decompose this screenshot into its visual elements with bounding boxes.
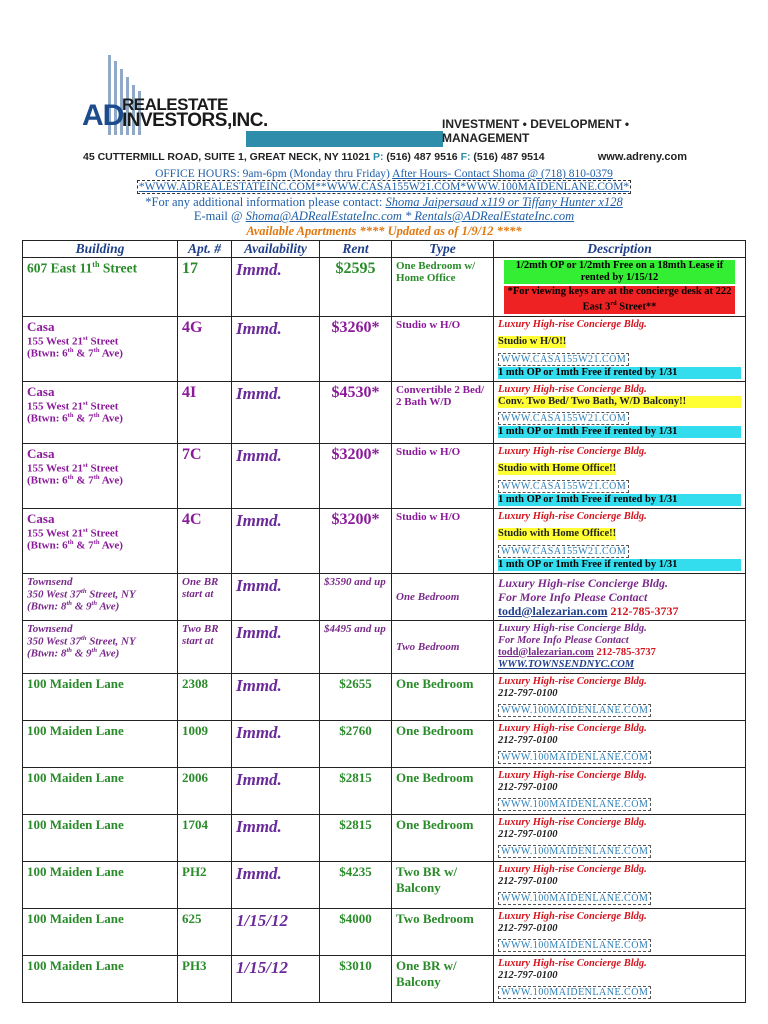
cell-rent: $2655 [320,673,392,720]
table-row [23,258,746,317]
cell-type: Convertible 2 Bed/ 2 Bath W/D [392,381,494,443]
cell-description: Luxury High-rise Concierge Bldg. 212-797-0100 WWW.100MAIDENLANE.COM [494,814,746,861]
cell-apt: 4G [178,316,232,381]
logo-ad: AD [82,99,124,132]
logo-investors: INVESTORS,INC. [122,110,268,131]
cell-type: Two BR w/ Balcony [392,861,494,908]
cell-apt: 7C [178,443,232,508]
cell-rent: $2760 [320,720,392,767]
cell-apt: 1704 [178,814,232,861]
cell-type: Two Bedroom [392,908,494,955]
cell-type: One Bedroom [392,814,494,861]
table-header-row [23,241,746,258]
cell-description: Luxury High-rise Concierge Bldg. Conv. Two Bed/ Two Bath, W/D Balcony!! WWW.CASA155W21.COM 1 mth OP or 1mth Free if rented by 1/31 [494,381,746,443]
cell-description: Luxury High-rise Concierge Bldg. 212-797-0100 WWW.100MAIDENLANE.COM [494,720,746,767]
cell-building: 100 Maiden Lane [23,720,178,767]
tagline: INVESTMENT • DEVELOPMENT • MANAGEMENT [442,117,630,145]
cell-apt: PH3 [178,955,232,1002]
logo-realestate: REALESTATE [122,95,228,114]
col-availability: Availability [232,241,320,258]
cell-description: Luxury High-rise Concierge Bldg. 212-797-0100 WWW.100MAIDENLANE.COM [494,767,746,814]
cell-building: 607 East 11th Street [23,258,178,317]
cell-availability: Immd. [232,573,320,620]
table-row [23,908,746,955]
cell-building: 100 Maiden Lane [23,955,178,1002]
table-row [23,767,746,814]
cell-availability: Immd. [232,381,320,443]
cell-building: 100 Maiden Lane [23,767,178,814]
col-description: Description [494,241,746,258]
cell-description: Luxury High-rise Concierge Bldg. Studio with Home Office!! WWW.CASA155W21.COM 1 mth OP or 1mth Free if rented by 1/31 [494,508,746,573]
cell-building: Casa 155 West 21st Street (Btwn: 6th & 7th Ave) [23,508,178,573]
cell-building: Casa 155 West 21st Street (Btwn: 6th & 7th Ave) [23,443,178,508]
cell-building: 100 Maiden Lane [23,673,178,720]
cell-description: Luxury High-rise Concierge Bldg. 212-797-0100 WWW.100MAIDENLANE.COM [494,861,746,908]
cell-type: One Bedroom [392,673,494,720]
website-links[interactable]: *WWW.ADREALESTATEINC.COM**WWW.CASA155W21.COM*WWW.100MAIDENLANE.COM* [138,181,630,193]
cell-building: 100 Maiden Lane [23,861,178,908]
cell-availability: Immd. [232,861,320,908]
cell-description: 1/2mth OP or 1/2mth Free on a 18mth Lease if rented by 1/15/12 *For viewing keys are at the concierge desk at 222 East 3rd Street** [494,258,746,317]
cell-type: One Bedroom [392,767,494,814]
table-row [23,381,746,443]
cell-apt: One BR start at [178,573,232,620]
cell-apt: 2308 [178,673,232,720]
cell-type: One Bedroom [392,573,494,620]
office-hours: OFFICE HOURS: 9am-6pm (Monday thru Friday) After Hours- Contact Shoma @ (718) 810-0379 [155,168,613,180]
cell-type: One Bedroom [392,720,494,767]
cell-building: 100 Maiden Lane [23,814,178,861]
cell-type: Studio w H/O [392,316,494,381]
cell-building: Casa 155 West 21st Street (Btwn: 6th & 7th Ave) [23,381,178,443]
cell-rent: $4000 [320,908,392,955]
cell-availability: Immd. [232,443,320,508]
cell-building: 100 Maiden Lane [23,908,178,955]
cell-description: Luxury High-rise Concierge Bldg. Studio with Home Office!! WWW.CASA155W21.COM 1 mth OP or 1mth Free if rented by 1/31 [494,443,746,508]
cell-description: Luxury High-rise Concierge Bldg. Studio w H/O!! WWW.CASA155W21.COM 1 mth OP or 1mth Free if rented by 1/31 [494,316,746,381]
cell-availability: Immd. [232,720,320,767]
table-row [23,720,746,767]
cell-building: Townsend 350 West 37th Street, NY (Btwn: 8th & 9th Ave) [23,573,178,620]
cell-description: Luxury High-rise Concierge Bldg. 212-797-0100 WWW.100MAIDENLANE.COM [494,955,746,1002]
apartment-table [22,240,746,1003]
cell-availability: 1/15/12 [232,955,320,1002]
cell-rent: $2815 [320,767,392,814]
cell-rent: $4530* [320,381,392,443]
cell-rent: $4235 [320,861,392,908]
cell-rent: $3590 and up [320,573,392,620]
cell-building: Casa 155 West 21st Street (Btwn: 6th & 7th Ave) [23,316,178,381]
cell-availability: Immd. [232,508,320,573]
table-row [23,316,746,381]
cell-rent: $3010 [320,955,392,1002]
cell-type: Studio w H/O [392,508,494,573]
cell-type: Studio w H/O [392,443,494,508]
table-row [23,955,746,1002]
cell-type: One BR w/ Balcony [392,955,494,1002]
cell-apt: 4I [178,381,232,443]
cell-rent: $3260* [320,316,392,381]
table-row [23,861,746,908]
updated-notice: Available Apartments **** Updated as of 1/9/12 **** [246,224,522,238]
cell-rent: $3200* [320,508,392,573]
cell-availability: Immd. [232,673,320,720]
table-row [23,573,746,620]
cell-type: Two Bedroom [392,620,494,673]
cell-availability: Immd. [232,316,320,381]
cell-rent: $2595 [320,258,392,317]
cell-availability: Immd. [232,767,320,814]
teal-band [246,131,443,147]
cell-description: Luxury High-rise Concierge Bldg. 212-797-0100 WWW.100MAIDENLANE.COM [494,673,746,720]
company-website[interactable]: www.adreny.com [597,151,687,163]
col-apt: Apt. # [178,241,232,258]
table-row [23,814,746,861]
table-row [23,673,746,720]
cell-availability: Immd. [232,620,320,673]
company-address: 45 CUTTERMILL ROAD, SUITE 1, GREAT NECK, NY 11021 P: (516) 487 9516 F: (516) 487 9514 [83,151,545,163]
cell-rent: $3200* [320,443,392,508]
email-line[interactable]: E-mail @ Shoma@ADRealEstateInc.com * Rentals@ADRealEstateInc.com [193,209,575,223]
contact-line: *For any additional information please contact: Shoma Jaipersaud x119 or Tiffany Hunter x128 [145,195,623,209]
col-type: Type [392,241,494,258]
cell-availability: Immd. [232,258,320,317]
letterhead [68,55,693,167]
cell-apt: 4C [178,508,232,573]
col-building: Building [23,241,178,258]
cell-apt: PH2 [178,861,232,908]
table-row [23,443,746,508]
cell-apt: 1009 [178,720,232,767]
cell-rent: $2815 [320,814,392,861]
table-row [23,508,746,573]
cell-apt: 625 [178,908,232,955]
cell-apt: Two BR start at [178,620,232,673]
cell-description: Luxury High-rise Concierge Bldg. For More Info Please Contact todd@lalezarian.com 212-785-3737 WWW.TOWNSENDNYC.COM [494,620,746,673]
cell-availability: Immd. [232,814,320,861]
col-rent: Rent [320,241,392,258]
cell-description: Luxury High-rise Concierge Bldg. For More Info Please Contact todd@lalezarian.com 212-785-3737 [494,573,746,620]
cell-rent: $4495 and up [320,620,392,673]
cell-type: One Bedroom w/ Home Office [392,258,494,317]
cell-description: Luxury High-rise Concierge Bldg. 212-797-0100 WWW.100MAIDENLANE.COM [494,908,746,955]
cell-availability: 1/15/12 [232,908,320,955]
cell-apt: 2006 [178,767,232,814]
table-row [23,620,746,673]
cell-apt: 17 [178,258,232,317]
cell-building: Townsend 350 West 37th Street, NY (Btwn: 8th & 9th Ave) [23,620,178,673]
